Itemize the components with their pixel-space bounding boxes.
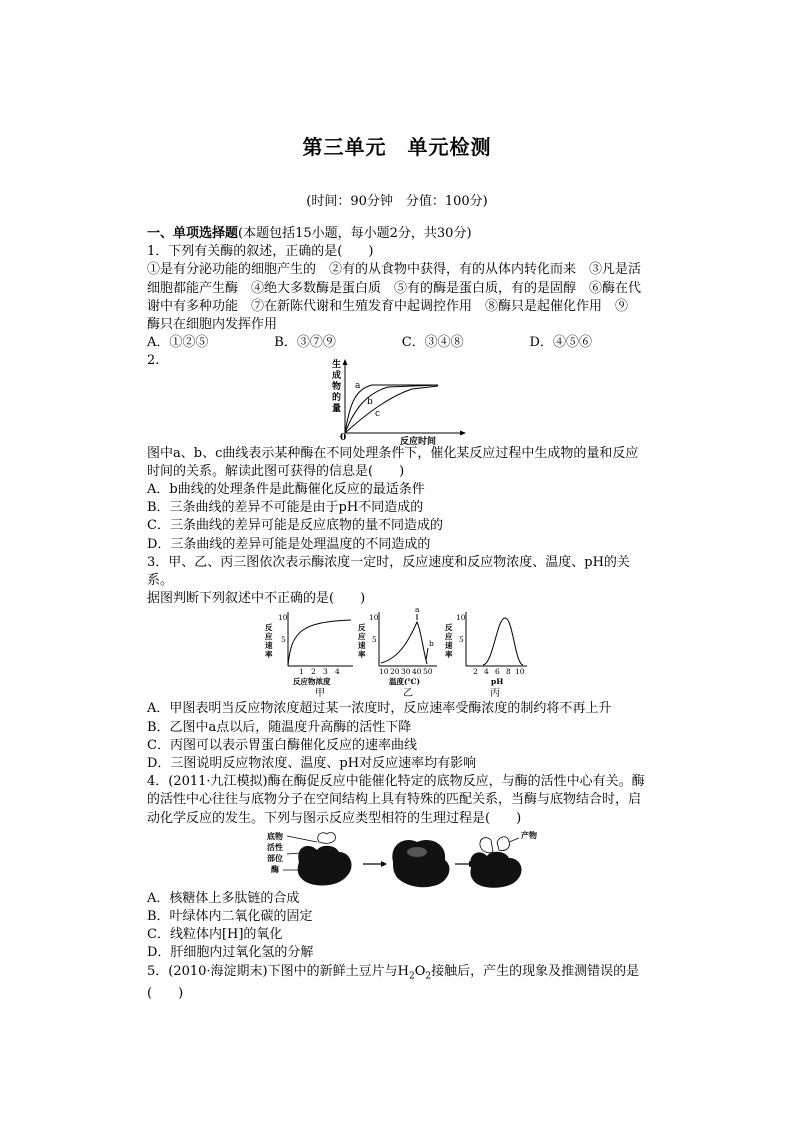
q3-yi-arrow-b: [426, 648, 428, 660]
q3-yi-point-a: a: [414, 605, 419, 615]
q1-line-4: 酶只在细胞内发挥作用: [147, 317, 278, 333]
q1-option-c: C．③④⑧: [401, 335, 464, 351]
q3-bing-caption: 丙: [489, 688, 500, 700]
q2-stem-line-2: 时间的关系。解读此图可获得的信息是( ): [147, 463, 405, 479]
q1-option-b: B．③⑦⑨: [274, 335, 336, 351]
q3-panel-bing: [445, 612, 527, 699]
q5-sub-2: 2: [425, 971, 432, 982]
q3-yi-ylabel: 率: [357, 650, 365, 660]
q4-option-d: D．肝细胞内过氧化氢的分解: [147, 945, 314, 961]
q3-yi-ylabel: 速: [357, 641, 365, 651]
page-title: 第三单元 单元检测: [302, 135, 492, 159]
exam-meta: (时间：90分钟 分值：100分): [306, 194, 488, 209]
q3-panel-jia: [265, 612, 353, 699]
q2-x-arrow: [460, 430, 466, 435]
q3-yi-xtick: 50: [422, 667, 433, 677]
q2-origin: 0: [339, 432, 346, 443]
q3-bing-ylabel: 反: [444, 623, 452, 633]
section-heading-line: [147, 225, 652, 243]
q3-yi-caption: 乙: [402, 688, 413, 700]
q3-jia-curve: [288, 620, 351, 666]
q5-stem-mid: O: [414, 963, 426, 979]
q2-option-d: D．三条曲线的差异可能是处理温度的不同造成的: [147, 536, 431, 552]
q4-option-a: A．核糖体上多肽链的合成: [147, 890, 300, 906]
q2-option-c: C．三条曲线的差异可能是反应底物的量不同造成的: [147, 518, 443, 534]
q4-pointer-substrate: [287, 836, 317, 842]
q3-yi-ymid: 5: [371, 635, 377, 645]
q3-yi-xlabel: 温度(℃): [388, 677, 420, 687]
q3-three-panel-graph: [264, 605, 535, 700]
q3-yi-point-b: b: [428, 639, 434, 649]
q3-jia-ylabel: 率: [264, 650, 272, 660]
q1-line-1: ①是有分泌功能的细胞产生的 ②有的从食物中获得，有的从体内转化而来 ③凡是活: [147, 262, 642, 278]
q5-stem-after: 接触后，产生的现象及推测错误的是: [431, 963, 640, 979]
q1-option-d: D．④⑤⑥: [529, 335, 592, 351]
q1-line-2: 细胞都能产生酶 ④绝大多数酶是蛋白质 ⑤有的酶是蛋白质，有的是固醇 ⑥酶在代: [147, 280, 642, 296]
q3-jia-caption: 甲: [314, 688, 325, 700]
q4-stem-line-3: 动化学反应的发生。下列与图示反应类型相符的生理过程是( ): [147, 810, 522, 826]
q3-option-b: B．乙图中a点以后，随温度升高酶的活性下降: [147, 719, 412, 735]
q4-product-piece-2: [497, 837, 509, 851]
q2-curve-a: [345, 385, 438, 433]
q3-bing-ylabel: 应: [444, 632, 452, 642]
q4-product-piece-1: [479, 837, 492, 852]
q3-yi-xtick: 40: [411, 667, 422, 677]
q1-stem: 1．下列有关酶的叙述，正确的是( ): [147, 244, 374, 260]
q2-y-arrow: [342, 359, 347, 365]
q3-bing-xtick: 2: [472, 667, 478, 677]
q2-curve-label-b: b: [366, 396, 373, 407]
q3-bing-xlabel: pH: [490, 677, 503, 687]
q5-stem: [147, 963, 652, 986]
q3-bing-ymid: 5: [458, 635, 464, 645]
q2-xlabel: 反应时间: [399, 436, 436, 447]
q3-jia-xtick: 2: [310, 667, 316, 677]
q5-stem-before: 5．(2010·海淀期末)下图中的新鲜土豆片与H: [147, 963, 409, 979]
q3-bing-ylabel: 速: [444, 641, 452, 651]
q1-option-a: A．①②⑤: [147, 335, 209, 351]
q3-yi-xtick: 10: [378, 667, 389, 677]
q3-jia-xlabel: 反应物浓度: [292, 677, 330, 687]
q2-curve-label-a: a: [354, 380, 360, 391]
q3-jia-ylabel: 应: [264, 632, 272, 642]
q4-stem-line-2: 的活性中心往往与底物分子在空间结构上具有特殊的匹配关系，当酶与底物结合时，启: [147, 792, 642, 808]
q4-label-active: 活性: [266, 841, 283, 852]
q4-enzyme-substrate-diagram: [265, 828, 535, 890]
section-note: (本题包括15小题，每小题2分，共30分): [238, 226, 472, 241]
q3-yi-xtick: 30: [400, 667, 411, 677]
q2-stem-line-1: 图中a、b、c曲线表示某种酶在不同处理条件下，催化某反应过程中生成物的量和反应: [147, 445, 639, 461]
q3-jia-ylabel: 速: [264, 641, 272, 651]
q3-option-d: D．三图说明反应物浓度、温度、pH对反应速率均有影响: [147, 756, 477, 772]
q4-enzyme-complex-shape: [392, 840, 449, 887]
q2-curve-label-c: c: [374, 408, 380, 419]
q3-bing-ylabel: 率: [444, 650, 452, 660]
q4-label-site: 部位: [266, 852, 283, 863]
q2-ylabel-char: 的: [331, 392, 341, 403]
q3-yi-ylabel: 应: [357, 632, 365, 642]
q4-complex-highlight: [407, 847, 427, 857]
q2-ylabel-char: 生: [331, 359, 341, 370]
q2-ylabel-char: 物: [331, 381, 341, 392]
q3-yi-xtick: 20: [389, 667, 400, 677]
q4-option-b: B．叶绿体内二氧化碳的固定: [147, 909, 313, 925]
q4-label-substrate: 底物: [266, 830, 283, 841]
q3-option-a: A．甲图表明当反应物浓度超过某一浓度时，反应速率受酶浓度的制约将不再上升: [147, 701, 612, 717]
q4-pointer-product: [509, 838, 519, 842]
q1-line-3: 谢中有多种功能 ⑦在新陈代谢和生殖发育中起调控作用 ⑧酶只是起催化作用 ⑨: [147, 298, 629, 314]
q3-option-c: C．丙图可以表示胃蛋白酶催化反应的速率曲线: [147, 737, 417, 753]
exam-body: [147, 225, 652, 1004]
q4-option-c: C．线粒体内[H]的氧化: [147, 927, 283, 943]
q3-yi-ylabel: 反: [357, 623, 365, 633]
q3-bing-xtick: 4: [483, 667, 489, 677]
q5-tail: ( ): [147, 986, 184, 1002]
q3-bing-xtick: 6: [494, 667, 500, 677]
q3-bing-curve: [483, 618, 523, 665]
q2-option-a: A．b曲线的处理条件是此酶催化反应的最适条件: [147, 482, 425, 498]
q2-ylabel-char: 成: [331, 370, 341, 381]
q3-bing-xtick: 8: [505, 667, 511, 677]
q3-jia-xtick: 4: [334, 667, 340, 677]
q5-sub-1: 2: [408, 971, 415, 982]
q4-substrate-shape: [317, 832, 335, 843]
q3-panel-yi: [358, 605, 437, 699]
q4-label-product: 产物: [520, 829, 537, 840]
q3-jia-ylabel: 反: [264, 623, 272, 633]
q2-ylabel-char: 量: [331, 403, 341, 414]
q4-arrow-1-head: [381, 861, 387, 867]
q3-jia-xtick: 3: [322, 667, 328, 677]
q4-label-enzyme: 酶: [270, 863, 279, 874]
q4-stem-line-1: 4．(2011·九江模拟)酶在酶促反应中能催化特定的底物反应，与酶的活性中心有关。酶: [147, 774, 645, 790]
q3-bing-xtick: 10: [514, 667, 525, 677]
q4-enzyme-shape-1: [297, 846, 351, 886]
q3-yi-curve: [381, 622, 427, 664]
q2-option-b: B．三条曲线的差异不可能是由于pH不同造成的: [147, 500, 424, 516]
q3-bing-ymax: 10: [455, 613, 466, 623]
q2-product-time-graph: [330, 357, 470, 445]
q4-enzyme-shape-2: [470, 852, 521, 888]
q3-jia-xtick: 1: [298, 667, 304, 677]
q3-yi-ymax: 10: [368, 613, 379, 623]
q3-jia-ymax: 10: [277, 613, 288, 623]
section-heading: 一、单项选择题: [147, 226, 239, 241]
q3-stem-line-1: 3．甲、乙、丙三图依次表示酶浓度一定时，反应速度和反应物浓度、温度、pH的关系。: [147, 554, 630, 589]
q1-options: [147, 334, 652, 352]
q3-jia-ymid: 5: [280, 635, 286, 645]
q2-number: 2.: [147, 353, 160, 369]
q3-stem-line-2: 据图判断下列叙述中不正确的是( ): [147, 591, 366, 607]
